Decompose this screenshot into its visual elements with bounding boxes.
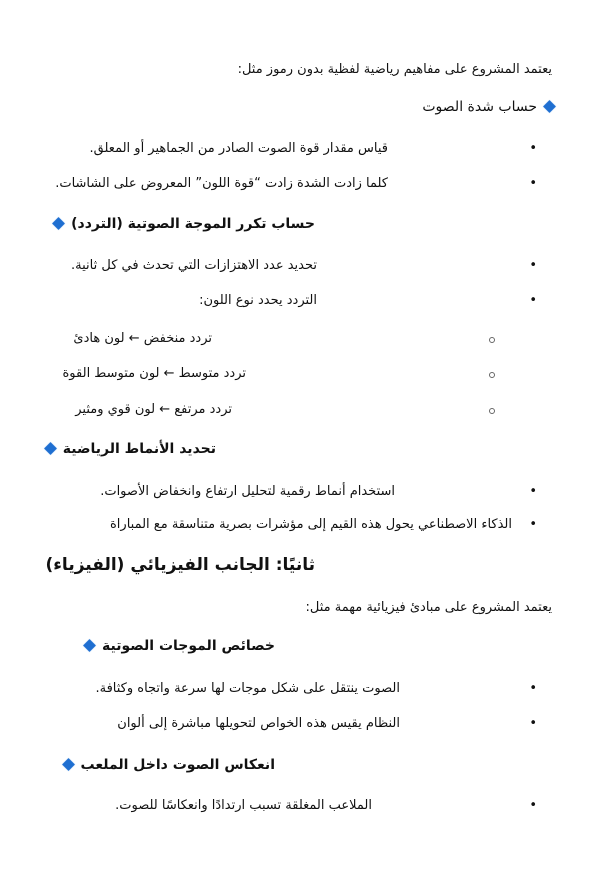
subsection-heading (0, 757, 275, 773)
sub-list-item-text: تردد مرتفع ← لون قوي ومثير (75, 402, 232, 417)
bullet-icon: • (529, 681, 537, 696)
circle-bullet-icon (489, 337, 495, 343)
math-intro (0, 62, 552, 77)
circle-bullet-icon (489, 372, 495, 378)
bullet-icon: • (529, 716, 537, 731)
intro-text: يعتمد المشروع على مبادئ فيزيائية مهمة مثل: (305, 600, 552, 615)
bullet-icon: • (529, 258, 537, 273)
physics-intro (0, 600, 552, 615)
bullet-icon: • (529, 484, 537, 499)
subsection-title: انعكاس الصوت داخل الملعب (80, 757, 275, 773)
subsection-heading (0, 441, 216, 457)
diamond-bullet-icon (83, 639, 96, 652)
subsection-title: حساب شدة الصوت (422, 99, 537, 115)
subsection-title: خصائص الموجات الصوتية (102, 638, 275, 654)
diamond-bullet-icon (44, 442, 57, 455)
intro-text: يعتمد المشروع على مفاهيم رياضية لفظية بدون رموز مثل: (237, 62, 552, 77)
subsection-title: تحديد الأنماط الرياضية (62, 441, 216, 457)
list-item-text: الذكاء الاصطناعي يحول هذه القيم إلى مؤشرات بصرية متناسقة مع المباراة (110, 517, 512, 532)
bullet-icon: • (529, 141, 537, 156)
list-item-text: التردد يحدد نوع اللون: (199, 293, 317, 308)
section-title-text: ثانيًا: الجانب الفيزيائي (الفيزياء) (45, 555, 315, 575)
diamond-bullet-icon (62, 758, 75, 771)
subsection-heading (0, 638, 275, 654)
diamond-bullet-icon (543, 100, 556, 113)
subsection-heading (0, 216, 315, 232)
sub-list-item-text: تردد متوسط ← لون متوسط القوة (62, 366, 246, 381)
sub-list-item-text: تردد منخفض ← لون هادئ (73, 331, 212, 346)
list-item-text: استخدام أنماط رقمية لتحليل ارتفاع وانخفاض الأصوات. (100, 484, 395, 499)
list-item-text: الملاعب المغلقة تسبب ارتدادًا وانعكاسًا للصوت. (115, 798, 372, 813)
list-item-text: كلما زادت الشدة زادت “قوة اللون” المعروض على الشاشات. (55, 176, 388, 191)
diamond-bullet-icon (52, 217, 65, 230)
bullet-icon: • (529, 176, 537, 191)
bullet-icon: • (529, 293, 537, 308)
subsection-title: حساب تكرر الموجة الصوتية (التردد) (71, 216, 315, 232)
section-title (0, 555, 315, 575)
bullet-icon: • (529, 517, 537, 532)
bullet-icon: • (529, 798, 537, 813)
list-item-text: تحديد عدد الاهتزازات التي تحدث في كل ثانية. (71, 258, 317, 273)
subsection-heading (0, 99, 554, 115)
list-item-text: قياس مقدار قوة الصوت الصادر من الجماهير أو المعلق. (89, 141, 388, 156)
list-item-text: الصوت ينتقل على شكل موجات لها سرعة واتجاه وكثافة. (95, 681, 400, 696)
circle-bullet-icon (489, 408, 495, 414)
list-item-text: النظام يقيس هذه الخواص لتحويلها مباشرة إلى ألوان (117, 716, 400, 731)
